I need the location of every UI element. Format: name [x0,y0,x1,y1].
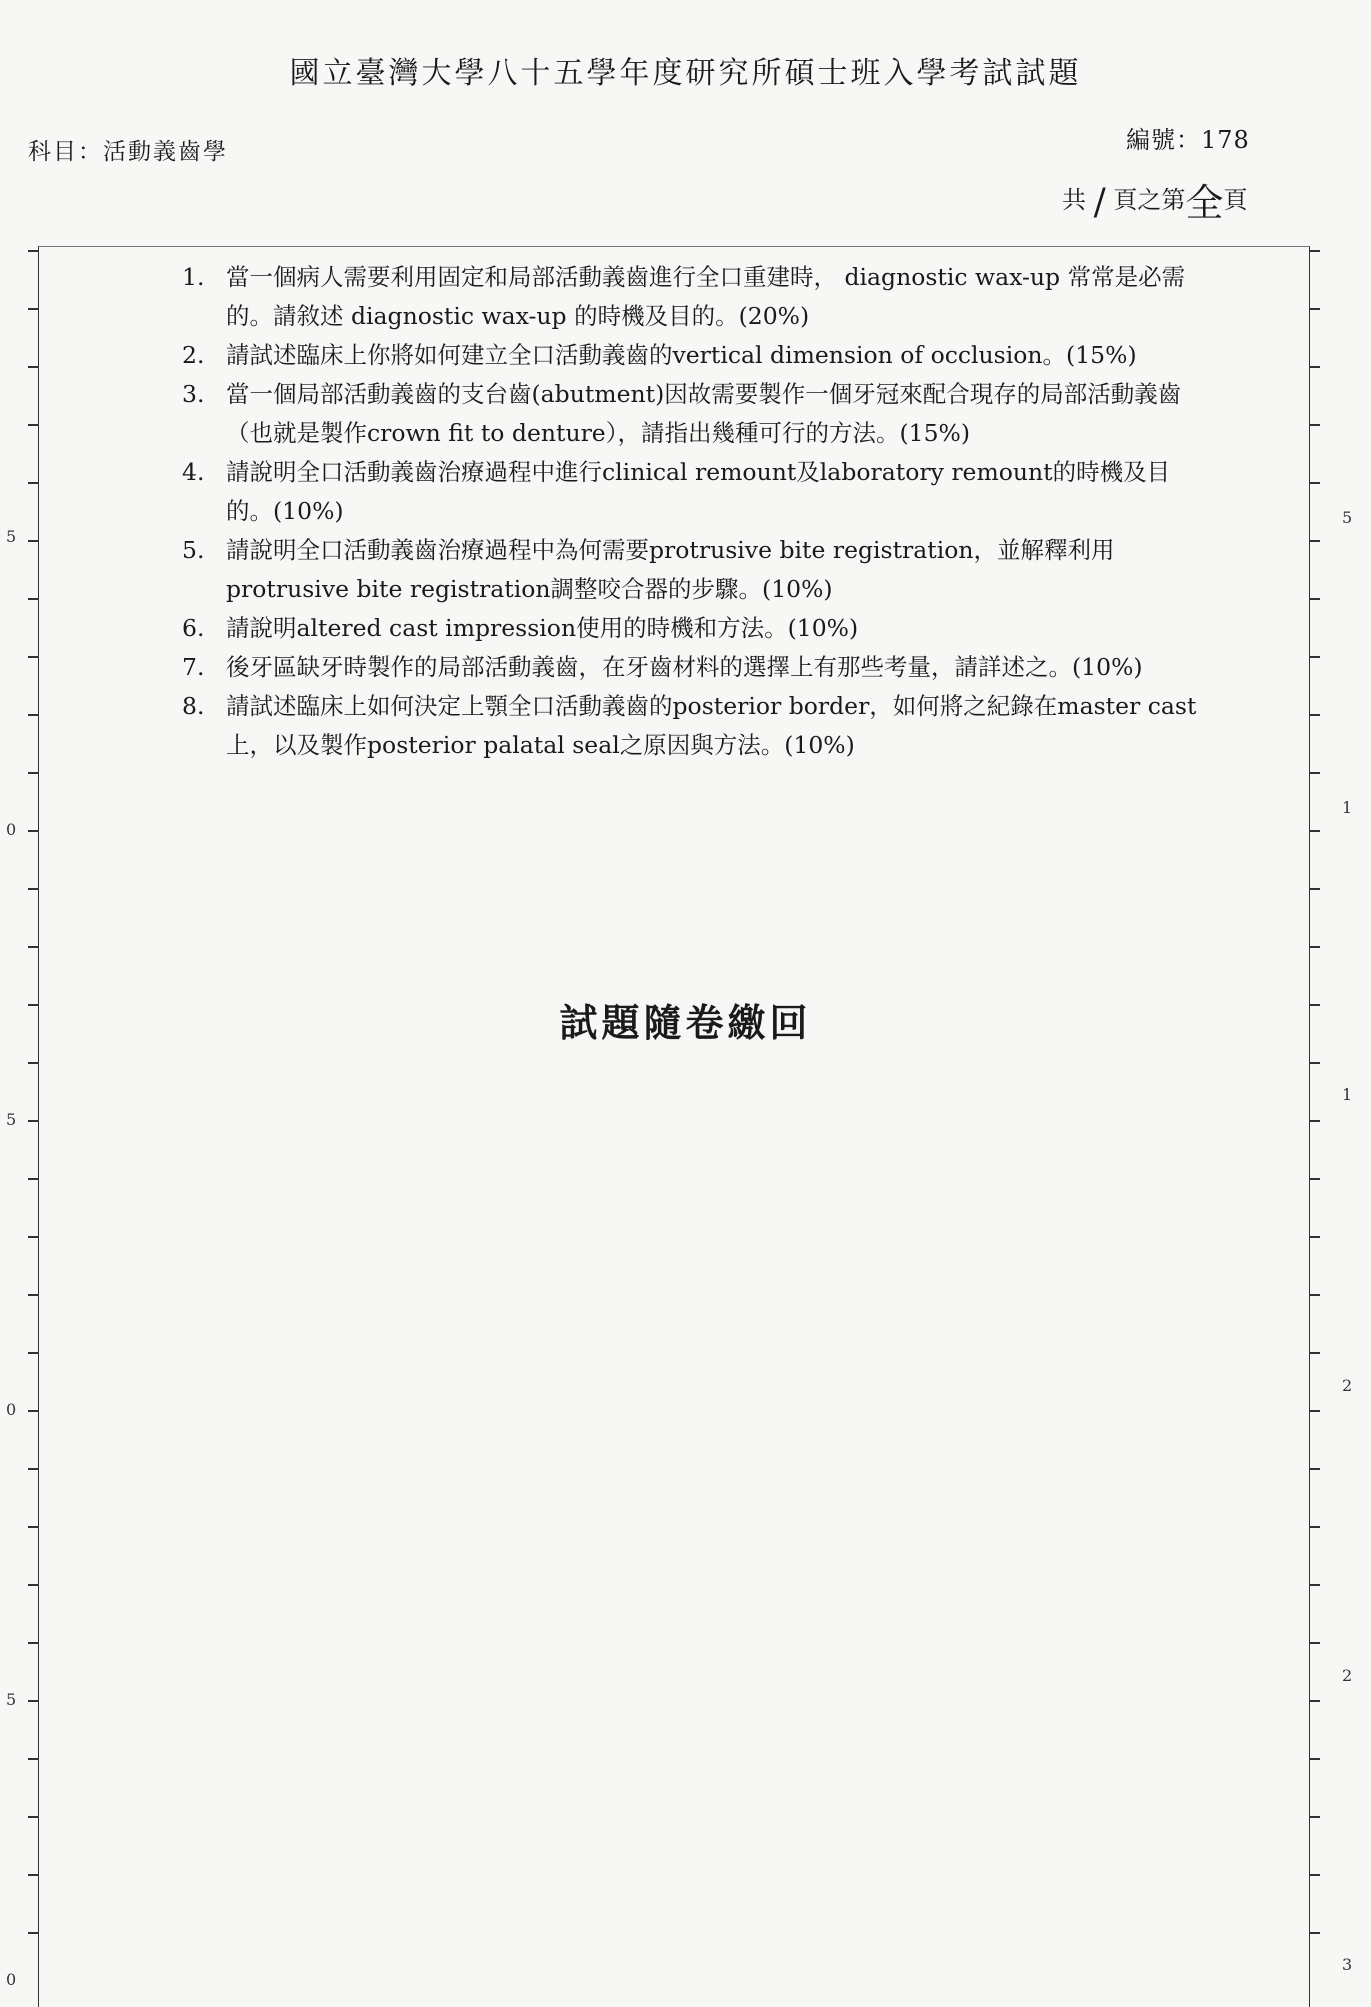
ruler-tick [28,1584,38,1586]
ruler-tick [1310,598,1320,600]
ruler-tick [28,1932,38,1934]
ruler-tick [1310,1816,1320,1818]
question-item [182,609,1202,648]
page-count [1062,172,1247,227]
exam-subject: 科目：活動義齒學 [28,139,228,165]
exam-code: 編號：178 [1126,126,1250,154]
question-text: 請試述臨床上如何決定上顎全口活動義齒的posterior border，如何將之紀錄在master cast上，以及製作posterior palatal seal之原因與方法。(10%) [226,692,1197,759]
ruler-tick [28,250,38,252]
ruler-tick [1310,1120,1320,1122]
ruler-tick [1310,888,1320,890]
ruler-tick [1310,1584,1320,1586]
question-item [182,687,1202,765]
ruler-tick [1310,1932,1320,1934]
exam-title: 國立臺灣大學八十五學年度研究所碩士班入學考試試題 [289,56,1082,91]
ruler-tick [1310,1874,1320,1876]
ruler-tick [28,946,38,948]
ruler-tick [28,1468,38,1470]
ruler-tick [1310,656,1320,658]
ruler-label-left: 0 [6,1970,17,1989]
page-count-suffix: 頁 [1223,186,1248,214]
question-item [182,258,1202,336]
question-number: 7. [182,653,205,681]
ruler-label-right: 1 [1342,1085,1353,1104]
question-text: 請試述臨床上你將如何建立全口活動義齒的vertical dimension of occlusion。(15%) [226,341,1137,369]
question-text: 請說明altered cast impression使用的時機和方法。(10%) [226,614,859,642]
ruler-tick [28,1294,38,1296]
ruler-label-right: 2 [1342,1376,1353,1395]
ruler-tick [1310,714,1320,716]
question-number: 4. [182,458,205,486]
question-list [182,258,1202,765]
ruler-tick [1310,1468,1320,1470]
question-text: 當一個局部活動義齒的支台齒(abutment)因故需要製作一個牙冠來配合現存的局部活動義齒（也就是製作crown fit to denture），請指出幾種可行的方法。(15%) [226,380,1182,447]
ruler-tick [28,1642,38,1644]
ruler-label-left: 5 [6,1690,17,1709]
ruler-tick [1310,1004,1320,1006]
question-number: 8. [182,692,205,720]
ruler-tick [1310,308,1320,310]
ruler-tick [28,1236,38,1238]
ruler-tick [28,772,38,774]
ruler-tick [28,714,38,716]
ruler-tick [28,1120,38,1122]
ruler-label-left: 5 [6,1110,17,1129]
ruler-tick [1310,830,1320,832]
ruler-tick [28,1410,38,1412]
ruler-tick [28,1816,38,1818]
ruler-tick [1310,1700,1320,1702]
ruler-tick [28,1004,38,1006]
ruler-tick [1310,772,1320,774]
question-text: 後牙區缺牙時製作的局部活動義齒，在牙齒材料的選擇上有那些考量，請詳述之。(10%) [226,653,1143,681]
ruler-label-right: 5 [1342,508,1353,527]
ruler-label-left: 5 [6,527,17,546]
question-text: 請說明全口活動義齒治療過程中為何需要protrusive bite registration，並解釋利用protrusive bite registration調整咬合器的步驟。(10%) [226,536,1115,603]
ruler-label-right: 2 [1342,1666,1353,1685]
ruler-tick [28,540,38,542]
ruler-tick [1310,946,1320,948]
ruler-tick [1310,482,1320,484]
question-item [182,453,1202,531]
ruler-tick [1310,1352,1320,1354]
page-count-total: / [1093,182,1106,223]
ruler-tick [28,482,38,484]
ruler-tick [28,1758,38,1760]
ruler-label-right: 3 [1342,1955,1353,1974]
ruler-tick [28,830,38,832]
ruler-tick [28,1178,38,1180]
question-item [182,648,1202,687]
question-number: 5. [182,536,205,564]
ruler-label-left: 0 [6,820,17,839]
ruler-tick [1310,424,1320,426]
question-number: 6. [182,614,205,642]
return-notice: 試題隨卷繳回 [559,1000,812,1045]
ruler-tick [28,366,38,368]
ruler-label-left: 0 [6,1400,17,1419]
ruler-tick [28,1526,38,1528]
ruler-tick [28,1062,38,1064]
ruler-tick [1310,1062,1320,1064]
ruler-tick [1310,366,1320,368]
ruler-tick [28,1874,38,1876]
ruler-tick [28,656,38,658]
ruler-tick [28,424,38,426]
ruler-tick [1310,1526,1320,1528]
page-count-current: 全 [1185,181,1224,225]
question-number: 2. [182,341,205,369]
ruler-tick [28,1352,38,1354]
ruler-tick [1310,1758,1320,1760]
question-number: 1. [182,263,205,291]
ruler-label-right: 1 [1342,798,1353,817]
question-item [182,375,1202,453]
ruler-tick [1310,1178,1320,1180]
ruler-tick [1310,1294,1320,1296]
ruler-tick [28,598,38,600]
ruler-tick [1310,540,1320,542]
ruler-tick [28,1700,38,1702]
question-text: 請說明全口活動義齒治療過程中進行clinical remount及laboratory remount的時機及目的。(10%) [226,458,1171,525]
ruler-tick [1310,1236,1320,1238]
question-text: 當一個病人需要利用固定和局部活動義齒進行全口重建時， diagnostic wax-up 常常是必需的。請敘述 diagnostic wax-up 的時機及目的。(20%) [226,263,1186,330]
question-item [182,336,1202,375]
question-number: 3. [182,380,205,408]
question-item [182,531,1202,609]
ruler-tick [1310,1642,1320,1644]
ruler-tick [28,308,38,310]
ruler-tick [1310,250,1320,252]
page-count-prefix: 共 [1062,186,1086,214]
ruler-tick [28,888,38,890]
page-count-middle: 頁之第 [1113,186,1186,214]
ruler-tick [1310,1410,1320,1412]
